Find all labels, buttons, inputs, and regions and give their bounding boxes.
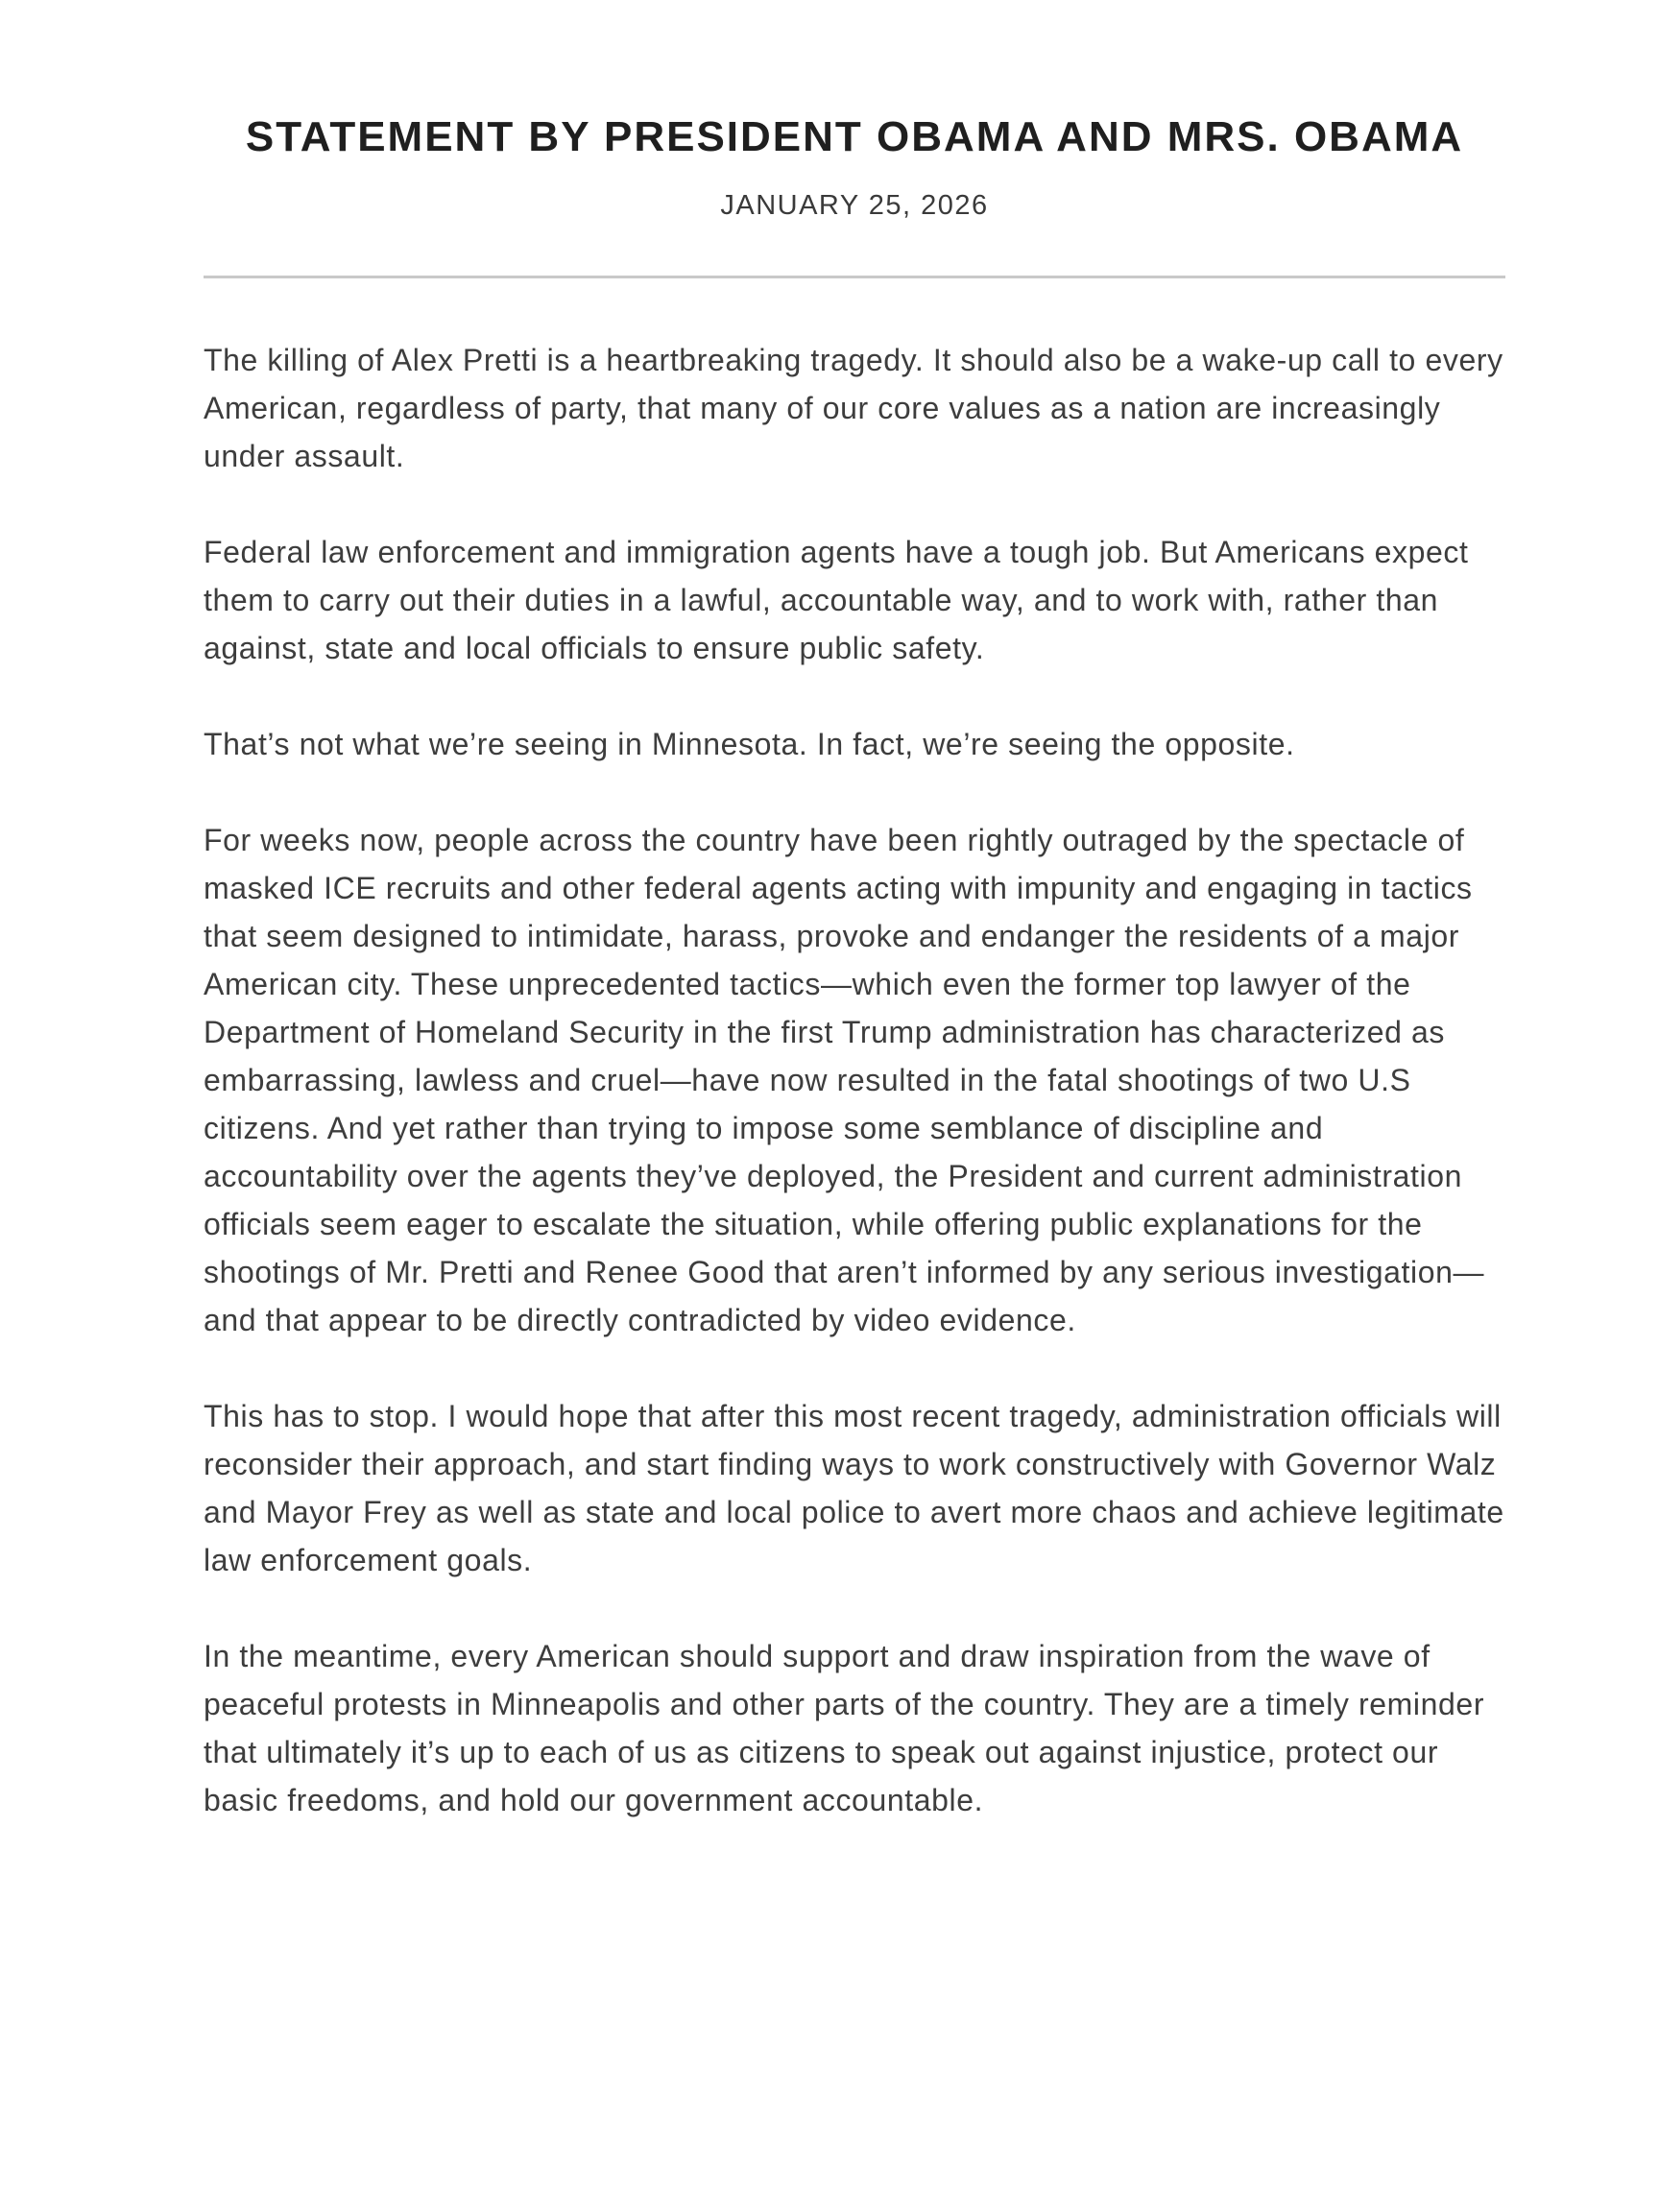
paragraph: The killing of Alex Pretti is a heartbreaking tragedy. It should also be a wake-up call to every American, regardless of party, that many of our core values as a nation are increasingly under assault.: [204, 343, 1503, 473]
paragraph: For weeks now, people across the country have been rightly outraged by the spectacle of masked ICE recruits and other federal agents acting with impunity and engaging in tactics that seem designed to intimidate, harass, provoke and endanger the residents of a major American city. These unprecedented tactics—which even the former top lawyer of the Department of Homeland Security in the first Trump administration has characterized as embarrassing, lawless and cruel—have now resulted in the fatal shootings of two U.S citizens. And yet rather than trying to impose some semblance of discipline and accountability over the agents they’ve deployed, the President and current administration officials seem eager to escalate the situation, while offering public explanations for the shootings of Mr. Pretti and Renee Good that aren’t informed by any serious investigation—and that appear to be directly contradicted by video evidence.: [204, 823, 1485, 1337]
divider: [204, 276, 1505, 278]
paragraph: In the meantime, every American should support and draw inspiration from the wave of peaceful protests in Minneapolis and other parts of the country. They are a timely reminder that ultimately it’s up to each of us as citizens to speak out against injustice, protect our basic freedoms, and hold our government accountable.: [204, 1639, 1485, 1817]
paragraph: Federal law enforcement and immigration agents have a tough job. But Americans expect them to carry out their duties in a lawful, accountable way, and to work with, rather than against, state and local officials to ensure public safety.: [204, 535, 1469, 665]
document-content: [204, 113, 1505, 1824]
paragraph: That’s not what we’re seeing in Minnesota. In fact, we’re seeing the opposite.: [204, 727, 1295, 761]
document-body: [204, 336, 1505, 1824]
document-title: STATEMENT BY PRESIDENT OBAMA AND MRS. OBAMA: [245, 113, 1464, 160]
document-date: JANUARY 25, 2026: [720, 190, 989, 221]
paragraph: This has to stop. I would hope that after this most recent tragedy, administration officials will reconsider their approach, and start finding ways to work constructively with Governor Walz and Mayor Frey as well as state and local police to avert more chaos and achieve legitimate law enforcement goals.: [204, 1399, 1504, 1577]
